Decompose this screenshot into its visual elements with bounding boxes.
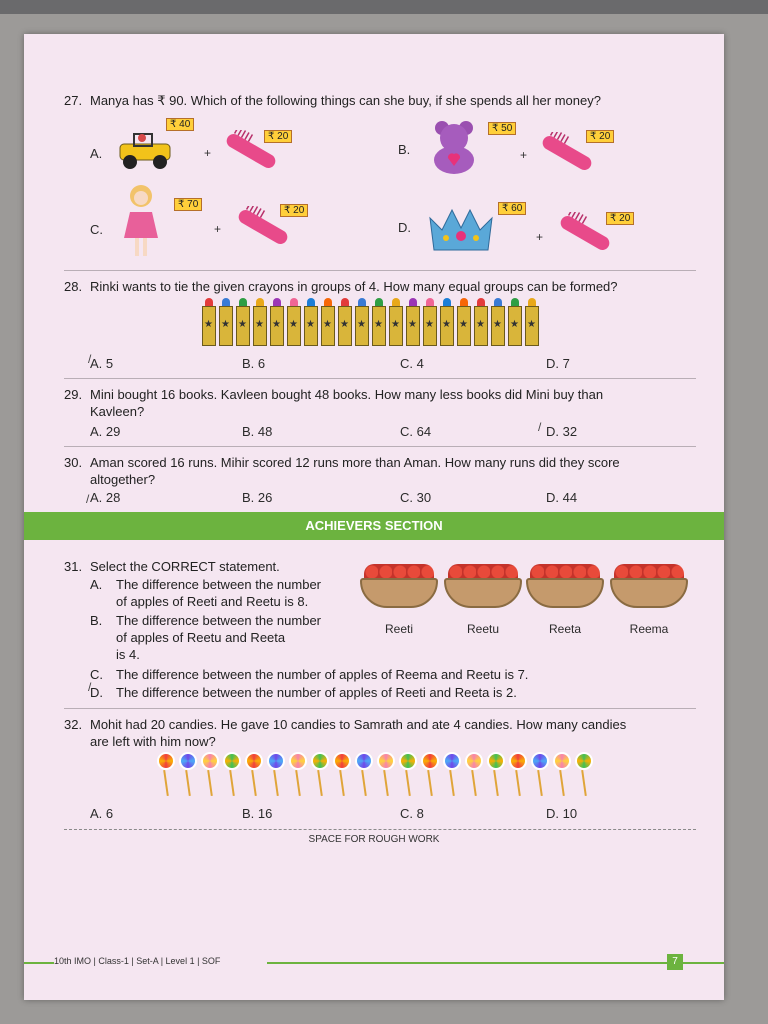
question-text: Aman scored 16 runs. Mihir scored 12 runs more than Aman. How many runs did they score <box>90 455 620 470</box>
option-text: The difference between the number <box>116 613 322 628</box>
lollipop-icon <box>552 752 573 798</box>
option-value: 64 <box>416 424 432 439</box>
question-text-continued: altogether? <box>90 472 156 487</box>
question-text: Mini bought 16 books. Kavleen bought 48 books. How many less books did Mini buy than <box>90 387 604 402</box>
crown-icon <box>426 206 496 254</box>
option-value: 8 <box>416 806 424 821</box>
footer-rule <box>24 962 54 964</box>
footer-rule <box>267 962 667 964</box>
lollipop-icon <box>266 752 287 798</box>
lollipop-icon <box>398 752 419 798</box>
crayon-row <box>202 298 539 346</box>
option-letter: B. <box>90 613 103 628</box>
apple-basket <box>360 564 438 644</box>
crayon-icon <box>270 298 284 346</box>
divider <box>64 378 696 379</box>
option-text: The difference between the number <box>116 577 322 592</box>
option-value: 4 <box>416 356 424 371</box>
crayon-icon <box>202 298 216 346</box>
divider <box>64 708 696 709</box>
option-letter: D. <box>90 685 103 700</box>
crayon-icon <box>338 298 352 346</box>
option-letter: C. <box>90 667 103 682</box>
lollipop-icon <box>530 752 551 798</box>
basket-label: Reeta <box>548 622 582 636</box>
lollipop-icon <box>310 752 331 798</box>
question-number: 28. <box>64 279 83 294</box>
bowl-icon <box>360 578 438 608</box>
plus-sign: + <box>520 148 528 162</box>
lollipop-icon <box>200 752 221 798</box>
option-letter: B. <box>242 356 255 371</box>
crayon-icon <box>321 298 335 346</box>
footer-text: 10th IMO | Class-1 | Set-A | Level 1 | SOF <box>54 956 221 966</box>
lollipop-icon <box>420 752 441 798</box>
rough-work-label: SPACE FOR ROUGH WORK <box>308 834 440 845</box>
pencil-tick-mark: / <box>86 492 90 506</box>
lollipop-icon <box>354 752 375 798</box>
crayon-icon <box>236 298 250 346</box>
option-text: The difference between the number of apples of Reema and Reetu is 7. <box>116 667 529 682</box>
option-letter: C. <box>90 222 103 237</box>
apple-basket <box>610 564 688 644</box>
footer-rule <box>683 962 724 964</box>
price-tag: ₹ 40 <box>166 118 194 131</box>
lollipop-icon <box>332 752 353 798</box>
lollipop-icon <box>486 752 507 798</box>
option-value: 28 <box>105 490 121 505</box>
question-30 <box>64 454 620 488</box>
lollipop-row <box>156 752 595 798</box>
crayon-icon <box>474 298 488 346</box>
option-text-continued: is 4. <box>116 647 140 662</box>
option-value: 32 <box>562 424 578 439</box>
option-letter: C. <box>400 490 413 505</box>
price-tag: ₹ 50 <box>488 122 516 135</box>
lollipop-icon <box>156 752 177 798</box>
question-number: 30. <box>64 455 83 470</box>
bowl-icon <box>610 578 688 608</box>
q31-option-d <box>90 684 517 701</box>
option-letter: D. <box>546 490 559 505</box>
teddy-bear-icon <box>426 118 482 176</box>
crayon-icon <box>491 298 505 346</box>
option-letter: B. <box>242 806 255 821</box>
option-value: 6 <box>105 806 114 821</box>
option-letter: B. <box>242 490 255 505</box>
crayon-icon <box>287 298 301 346</box>
question-number: 31. <box>64 559 83 574</box>
lollipop-icon <box>222 752 243 798</box>
option-text-continued: of apples of Reeti and Reetu is 8. <box>116 594 309 609</box>
page-number: 7 <box>667 954 683 970</box>
q31-option-c <box>90 666 528 683</box>
option-letter: B. <box>242 424 255 439</box>
price-tag: ₹ 20 <box>586 130 614 143</box>
crayon-icon <box>253 298 267 346</box>
question-number: 29. <box>64 387 83 402</box>
option-letter: A. <box>90 146 103 161</box>
crayon-icon <box>372 298 386 346</box>
divider <box>64 446 696 447</box>
rough-work-divider <box>64 829 696 830</box>
plus-sign: + <box>536 230 544 244</box>
question-text: Mohit had 20 candies. He gave 10 candies to Samrath and ate 4 candies. How many candies <box>90 717 627 732</box>
option-letter: A. <box>90 356 103 371</box>
pencil-tick-mark: / <box>538 420 542 434</box>
option-letter: C. <box>400 806 413 821</box>
exam-page <box>24 34 724 1000</box>
option-value: 48 <box>257 424 273 439</box>
crayon-icon <box>304 298 318 346</box>
price-tag: ₹ 60 <box>498 202 526 215</box>
apple-basket <box>526 564 604 644</box>
basket-label: Reema <box>629 622 669 636</box>
option-text-continued: of apples of Reetu and Reeta <box>116 630 286 645</box>
q31-option-a <box>90 576 360 610</box>
question-number: 27. <box>64 93 83 108</box>
option-value: 30 <box>416 490 432 505</box>
q31-option-b <box>90 612 360 663</box>
pencil-tick-mark: / <box>88 680 92 694</box>
lollipop-icon <box>288 752 309 798</box>
option-letter: D. <box>546 424 559 439</box>
option-value: 44 <box>562 490 578 505</box>
lollipop-icon <box>464 752 485 798</box>
price-tag: ₹ 20 <box>280 204 308 217</box>
lollipop-icon <box>178 752 199 798</box>
option-letter: B. <box>398 142 411 157</box>
question-text-continued: Kavleen? <box>90 404 145 419</box>
divider <box>64 270 696 271</box>
crayon-icon <box>219 298 233 346</box>
question-28 <box>64 278 618 295</box>
question-29 <box>64 386 603 420</box>
crayon-icon <box>440 298 454 346</box>
option-value: 16 <box>257 806 273 821</box>
option-text: The difference between the number of apples of Reeti and Reeta is 2. <box>116 685 517 700</box>
option-value: 29 <box>105 424 121 439</box>
toy-jeep-icon <box>116 130 176 172</box>
apple-basket <box>444 564 522 644</box>
crayon-icon <box>389 298 403 346</box>
option-letter: C. <box>400 424 413 439</box>
question-text: Select the CORRECT statement. <box>90 559 280 574</box>
option-value: 10 <box>562 806 578 821</box>
crayon-icon <box>355 298 369 346</box>
basket-label: Reetu <box>466 622 500 636</box>
pencil-tick-mark: / <box>88 352 92 366</box>
question-text-continued: are left with him now? <box>90 734 216 749</box>
option-letter: A. <box>90 490 103 505</box>
crayon-icon <box>406 298 420 346</box>
question-number: 32. <box>64 717 83 732</box>
lollipop-icon <box>442 752 463 798</box>
lollipop-icon <box>574 752 595 798</box>
lollipop-icon <box>508 752 529 798</box>
question-32 <box>64 716 626 750</box>
option-letter: C. <box>400 356 413 371</box>
lollipop-icon <box>376 752 397 798</box>
section-banner: ACHIEVERS SECTION <box>24 512 724 540</box>
question-text: Rinki wants to tie the given crayons in groups of 4. How many equal groups can be formed? <box>90 279 618 294</box>
crayon-icon <box>508 298 522 346</box>
option-letter: D. <box>546 356 559 371</box>
question-27 <box>64 92 601 109</box>
lollipop-icon <box>244 752 265 798</box>
option-letter: A. <box>90 424 103 439</box>
scan-top-edge <box>0 0 768 14</box>
option-value: 26 <box>257 490 273 505</box>
option-value: 5 <box>105 356 114 371</box>
basket-label: Reeti <box>384 622 413 636</box>
option-value: 7 <box>562 356 570 371</box>
option-letter: A. <box>90 806 103 821</box>
option-value: 6 <box>257 356 266 371</box>
option-letter: A. <box>90 577 103 592</box>
doll-icon <box>120 182 162 260</box>
question-text: Manya has ₹ 90. Which of the following things can she buy, if she spends all her money? <box>90 93 601 108</box>
crayon-icon <box>457 298 471 346</box>
option-letter: D. <box>546 806 559 821</box>
question-31 <box>64 558 280 575</box>
price-tag: ₹ 20 <box>264 130 292 143</box>
bowl-icon <box>444 578 522 608</box>
crayon-icon <box>423 298 437 346</box>
bowl-icon <box>526 578 604 608</box>
price-tag: ₹ 20 <box>606 212 634 225</box>
option-letter: D. <box>398 220 411 235</box>
crayon-icon <box>525 298 539 346</box>
price-tag: ₹ 70 <box>174 198 202 211</box>
plus-sign: + <box>214 222 222 236</box>
plus-sign: + <box>204 146 212 160</box>
